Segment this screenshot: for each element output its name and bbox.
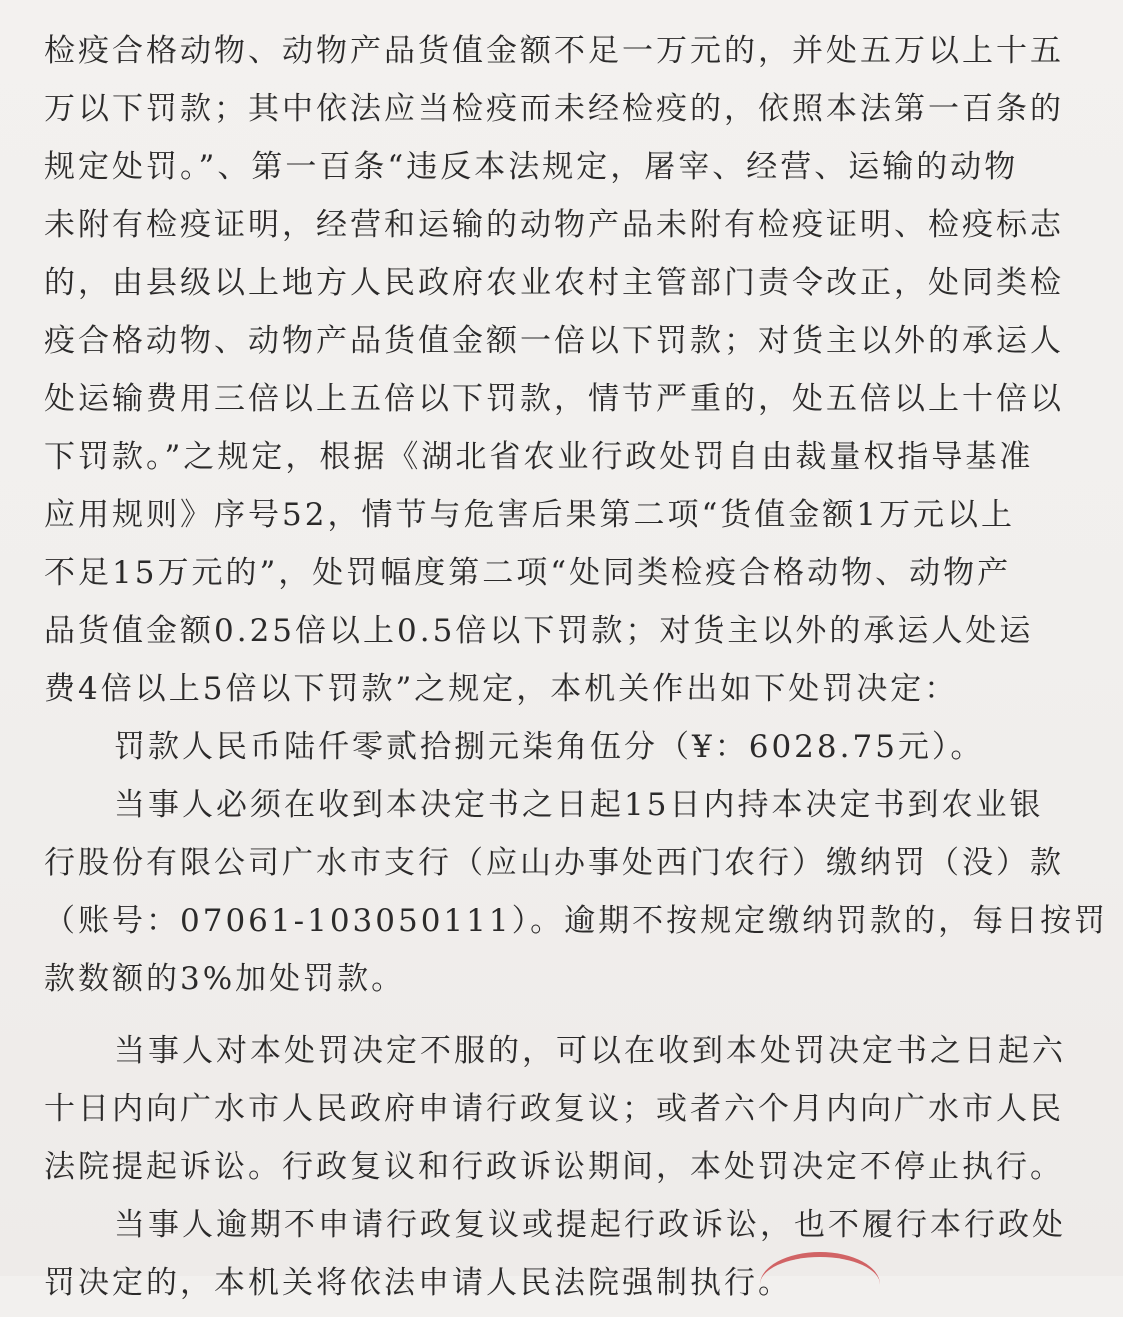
fine-amount-line: 罚款人民币陆仟零贰拾捌元柒角伍分（¥：6028.75元）。 xyxy=(114,729,985,765)
paragraph-gap xyxy=(44,1008,1084,1022)
text-line: 品货值金额0.25倍以上0.5倍以下罚款；对货主以外的承运人处运 xyxy=(44,613,1034,649)
text-line: 不足15万元的”，处罚幅度第二项“处同类检疫合格动物、动物产 xyxy=(44,555,1012,591)
text-line: 罚决定的，本机关将依法申请人民法院强制执行。 xyxy=(44,1265,792,1301)
text-line: 当事人必须在收到本决定书之日起15日内持本决定书到农业银 xyxy=(114,787,1044,823)
text-line: 检疫合格动物、动物产品货值金额不足一万元的，并处五万以上十五 xyxy=(44,33,1064,69)
text-line: 款数额的3%加处罚款。 xyxy=(44,961,406,997)
text-line: 当事人逾期不申请行政复议或提起行政诉讼，也不履行本行政处 xyxy=(114,1207,1066,1243)
text-line: 规定处罚。”、第一百条“违反本法规定，屠宰、经营、运输的动物 xyxy=(44,149,1019,185)
text-line: 行股份有限公司广水市支行（应山办事处西门农行）缴纳罚（没）款 xyxy=(44,845,1064,881)
text-line: 法院提起诉讼。行政复议和行政诉讼期间，本处罚决定不停止执行。 xyxy=(44,1149,1064,1185)
text-line: 费4倍以上5倍以下罚款”之规定，本机关作出如下处罚决定： xyxy=(44,671,959,707)
text-line: 的，由县级以上地方人民政府农业农村主管部门责令改正，处同类检 xyxy=(44,265,1064,301)
text-line: 应用规则》序号52，情节与危害后果第二项“货值金额1万元以上 xyxy=(44,497,1016,533)
text-line: 万以下罚款；其中依法应当检疫而未经检疫的，依照本法第一百条的 xyxy=(44,91,1064,127)
red-seal-stamp xyxy=(760,1252,880,1317)
text-line: 疫合格动物、动物产品货值金额一倍以下罚款；对货主以外的承运人 xyxy=(44,323,1064,359)
text-line: 十日内向广水市人民政府申请行政复议；或者六个月内向广水市人民 xyxy=(44,1091,1064,1127)
penalty-decision-text xyxy=(44,22,1109,1312)
account-number-line: （账号：07061-103050111）。逾期不按规定缴纳罚款的，每日按罚 xyxy=(44,903,1109,939)
text-line: 下罚款。”之规定，根据《湖北省农业行政处罚自由裁量权指导基准 xyxy=(44,439,1034,475)
text-line: 当事人对本处罚决定不服的，可以在收到本处罚决定书之日起六 xyxy=(114,1033,1066,1069)
text-line: 未附有检疫证明，经营和运输的动物产品未附有检疫证明、检疫标志 xyxy=(44,207,1064,243)
text-line: 处运输费用三倍以上五倍以下罚款，情节严重的，处五倍以上十倍以 xyxy=(44,381,1064,417)
